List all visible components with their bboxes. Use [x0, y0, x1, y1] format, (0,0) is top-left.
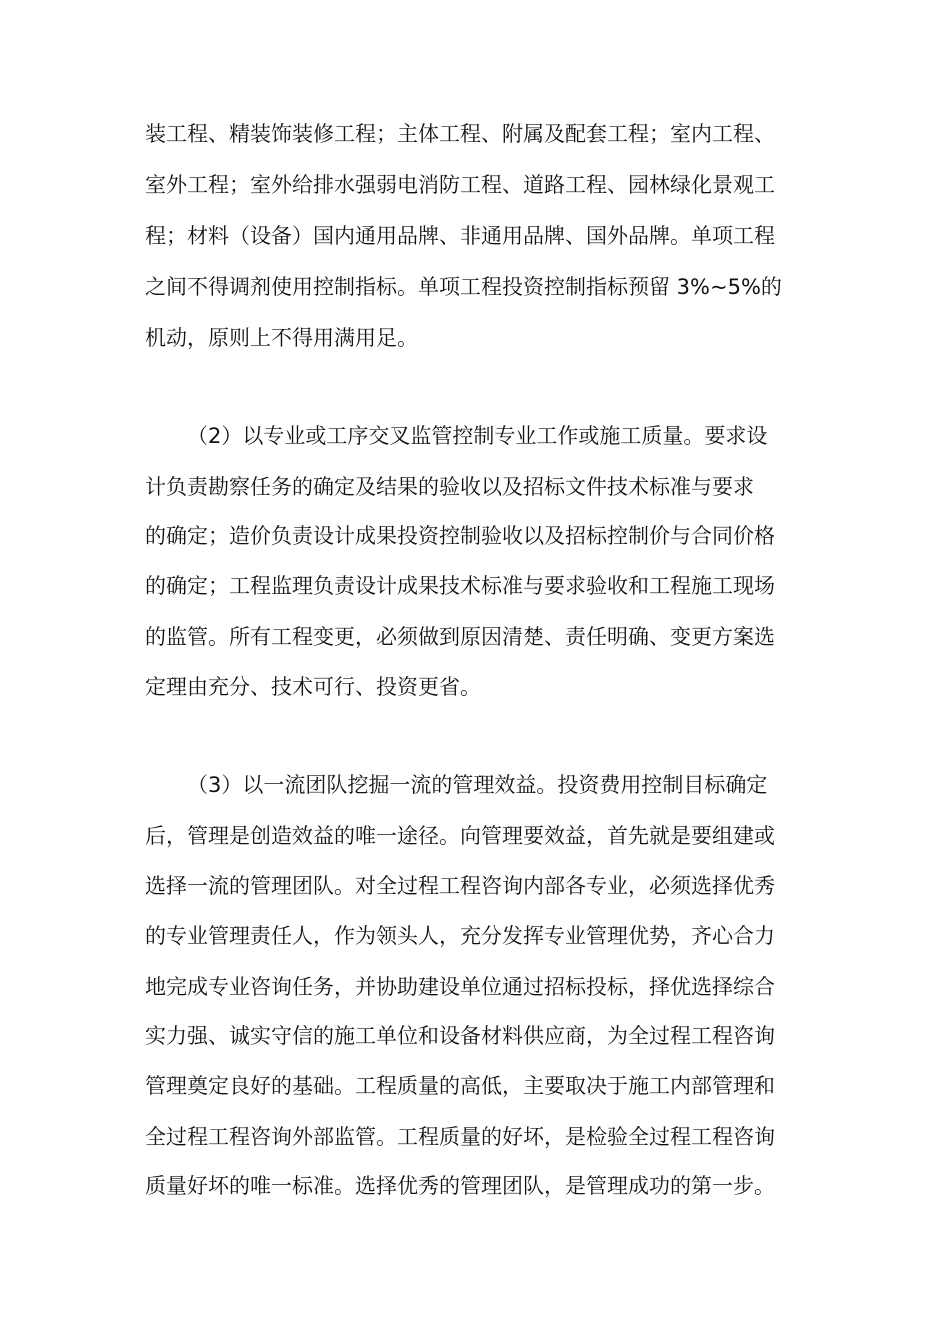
paragraph-3-line-8: 全过程工程咨询外部监管。工程质量的好坏，是检验全过程工程咨询 [145, 1125, 775, 1149]
paragraph-2-line-4: 的确定；工程监理负责设计成果技术标准与要求验收和工程施工现场 [145, 574, 775, 598]
paragraph-3-line-3: 选择一流的管理团队。对全过程工程咨询内部各专业，必须选择优秀 [145, 874, 775, 898]
paragraph-3-line-2: 后，管理是创造效益的唯一途径。向管理要效益，首先就是要组建或 [145, 824, 775, 848]
paragraph-2-line-5: 的监管。所有工程变更，必须做到原因清楚、责任明确、变更方案选 [145, 625, 775, 649]
paragraph-1-line-5: 机动，原则上不得用满用足。 [145, 326, 418, 350]
paragraph-3-line-7: 管理奠定良好的基础。工程质量的高低，主要取决于施工内部管理和 [145, 1074, 775, 1098]
paragraph-1-line-1: 装工程、精装饰装修工程；主体工程、附属及配套工程；室内工程、 [145, 122, 775, 146]
paragraph-3-line-1: （3）以一流团队挖掘一流的管理效益。投资费用控制目标确定 [187, 773, 768, 797]
paragraph-2-line-1: （2）以专业或工序交叉监管控制专业工作或施工质量。要求设 [187, 424, 768, 448]
paragraph-3-line-6: 实力强、诚实守信的施工单位和设备材料供应商，为全过程工程咨询 [145, 1024, 775, 1048]
paragraph-1-line-2: 室外工程；室外给排水强弱电消防工程、道路工程、园林绿化景观工 [145, 173, 775, 197]
paragraph-1-line-4: 之间不得调剂使用控制指标。单项工程投资控制指标预留 3%~5%的 [145, 275, 782, 299]
paragraph-2-line-2: 计负责勘察任务的确定及结果的验收以及招标文件技术标准与要求 [145, 475, 754, 499]
paragraph-3-line-9: 质量好坏的唯一标准。选择优秀的管理团队，是管理成功的第一步。 [145, 1174, 775, 1198]
paragraph-2-line-6: 定理由充分、技术可行、投资更省。 [145, 675, 481, 699]
paragraph-2-line-3: 的确定；造价负责设计成果投资控制验收以及招标控制价与合同价格 [145, 524, 775, 548]
paragraph-3-line-5: 地完成专业咨询任务，并协助建设单位通过招标投标，择优选择综合 [145, 975, 775, 999]
paragraph-3-line-4: 的专业管理责任人，作为领头人，充分发挥专业管理优势，齐心合力 [145, 924, 775, 948]
paragraph-1-line-3: 程；材料（设备）国内通用品牌、非通用品牌、国外品牌。单项工程 [145, 224, 775, 248]
